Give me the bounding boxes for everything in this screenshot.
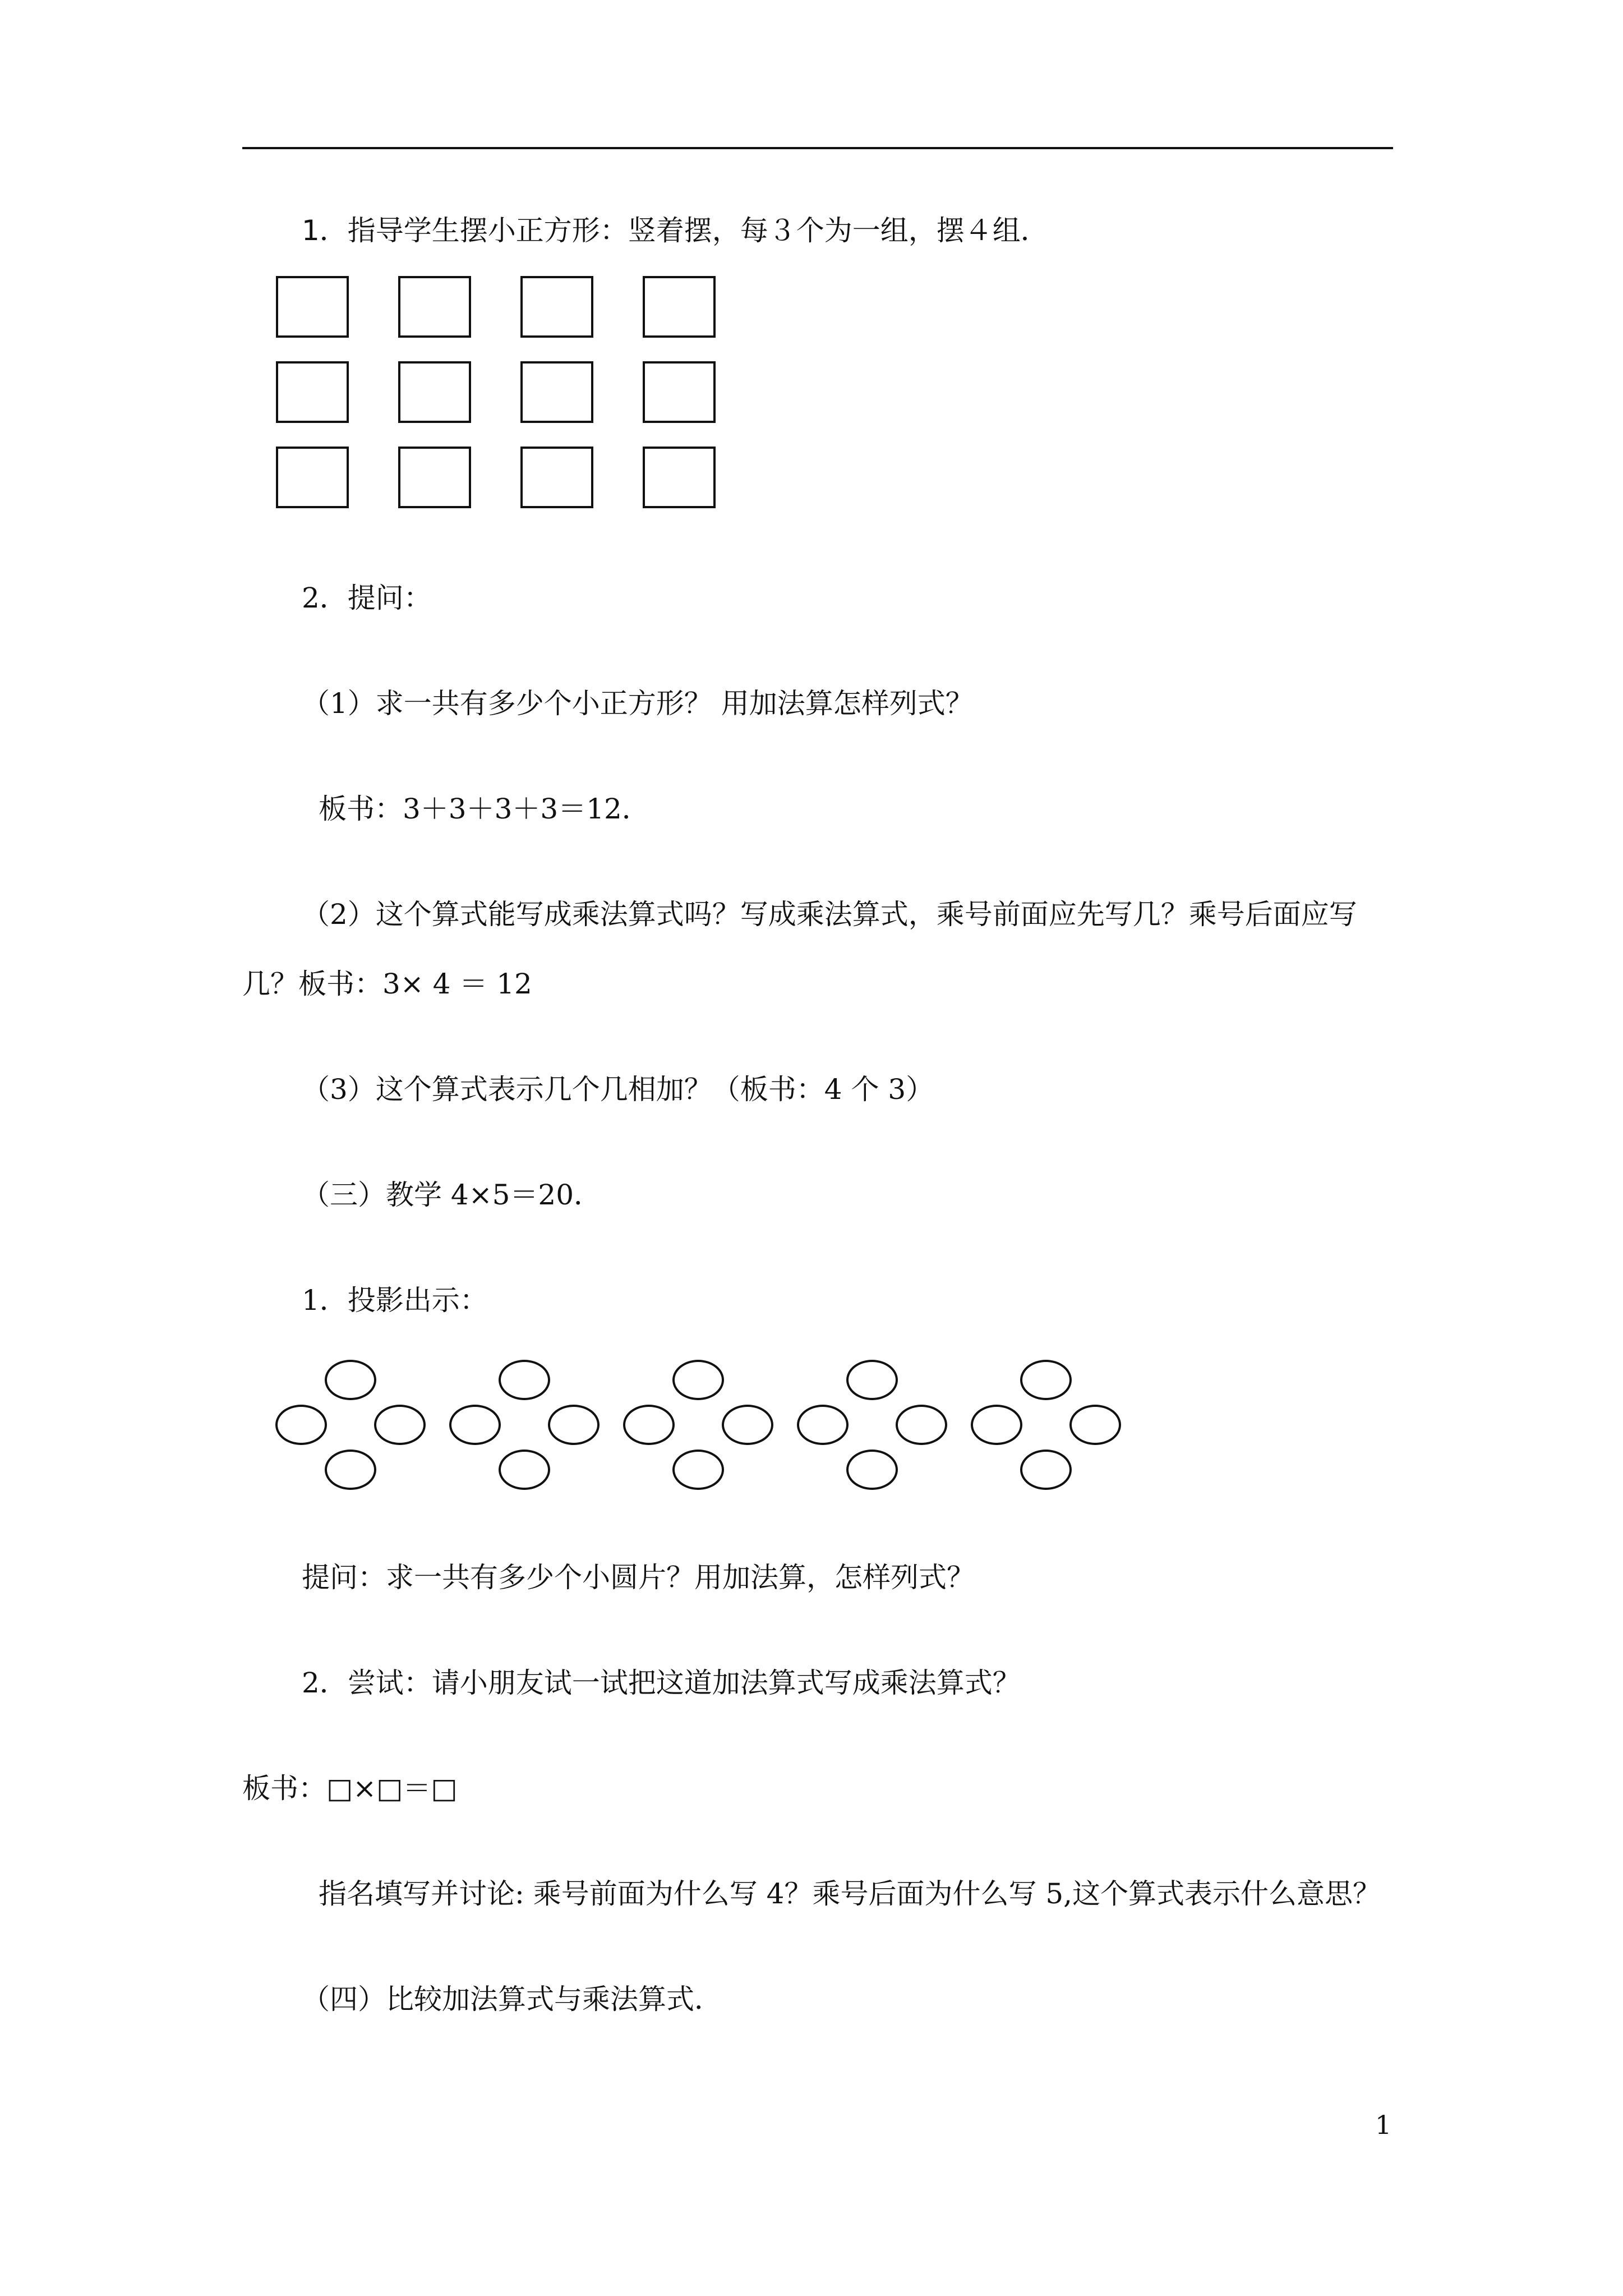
- page-number: 1: [1375, 2110, 1392, 2140]
- square-shape: [520, 276, 593, 338]
- projection-label: 1．投影出示：: [302, 1284, 488, 1317]
- board-writing-1: 板书：3＋3＋3＋3＝12．: [319, 793, 650, 825]
- question-2-line-2: 几？板书：3× 4 ＝ 12: [242, 968, 532, 1000]
- circle-shape: [499, 1450, 550, 1490]
- circle-shape: [846, 1450, 898, 1490]
- square-shape: [520, 447, 593, 508]
- square-shape: [643, 276, 716, 338]
- square-shape: [398, 276, 471, 338]
- circle-shape: [325, 1360, 376, 1400]
- question-circles: 提问：求一共有多少个小圆片？用加法算，怎样列式？: [302, 1561, 975, 1594]
- square-shape: [520, 361, 593, 423]
- try-instruction: 2．尝试：请小朋友试一试把这道加法算式写成乘法算式？: [302, 1667, 1021, 1699]
- circle-shape: [1020, 1360, 1072, 1400]
- square-shape: [276, 361, 349, 423]
- circle-shape: [449, 1405, 501, 1445]
- circle-shape: [325, 1450, 376, 1490]
- circle-shape: [623, 1405, 675, 1445]
- square-shape: [643, 361, 716, 423]
- item-2-text: 2．提问：: [302, 582, 432, 614]
- circle-shape: [722, 1405, 773, 1445]
- circle-shape: [672, 1450, 724, 1490]
- section-3-heading: （三）教学 4×5＝20．: [302, 1179, 602, 1211]
- square-shape: [276, 447, 349, 508]
- circle-shape: [672, 1360, 724, 1400]
- discussion-text: 指名填写并讨论: 乘号前面为什么写 4？乘号后面为什么写 5,这个算式表示什么意思？: [319, 1878, 1381, 1910]
- question-2-line-1: （2）这个算式能写成乘法算式吗？写成乘法算式，乘号前面应先写几？乘号后面应写: [302, 898, 1357, 931]
- square-shape: [398, 447, 471, 508]
- question-1: （1）求一共有多少个小正方形？ 用加法算怎样列式？: [302, 687, 974, 720]
- circle-shape: [548, 1405, 600, 1445]
- item-1-text: 1．指导学生摆小正方形：竖着摆，每３个为一组，摆４组．: [302, 214, 1049, 247]
- circle-shape: [1020, 1450, 1072, 1490]
- square-shape: [398, 361, 471, 423]
- square-shape: [276, 276, 349, 338]
- circle-shape: [275, 1405, 327, 1445]
- circle-shape: [797, 1405, 849, 1445]
- circle-shape: [846, 1360, 898, 1400]
- circle-shape: [896, 1405, 947, 1445]
- section-4-heading: （四）比较加法算式与乘法算式．: [302, 1983, 722, 2016]
- square-shape: [643, 447, 716, 508]
- circle-shape: [1069, 1405, 1121, 1445]
- circle-shape: [499, 1360, 550, 1400]
- question-3: （3）这个算式表示几个几相加？（板书：4 个 3）: [302, 1073, 934, 1106]
- header-rule: [242, 147, 1393, 149]
- board-writing-2: 板书：□×□＝□: [242, 1772, 458, 1805]
- circle-shape: [374, 1405, 426, 1445]
- circle-shape: [971, 1405, 1022, 1445]
